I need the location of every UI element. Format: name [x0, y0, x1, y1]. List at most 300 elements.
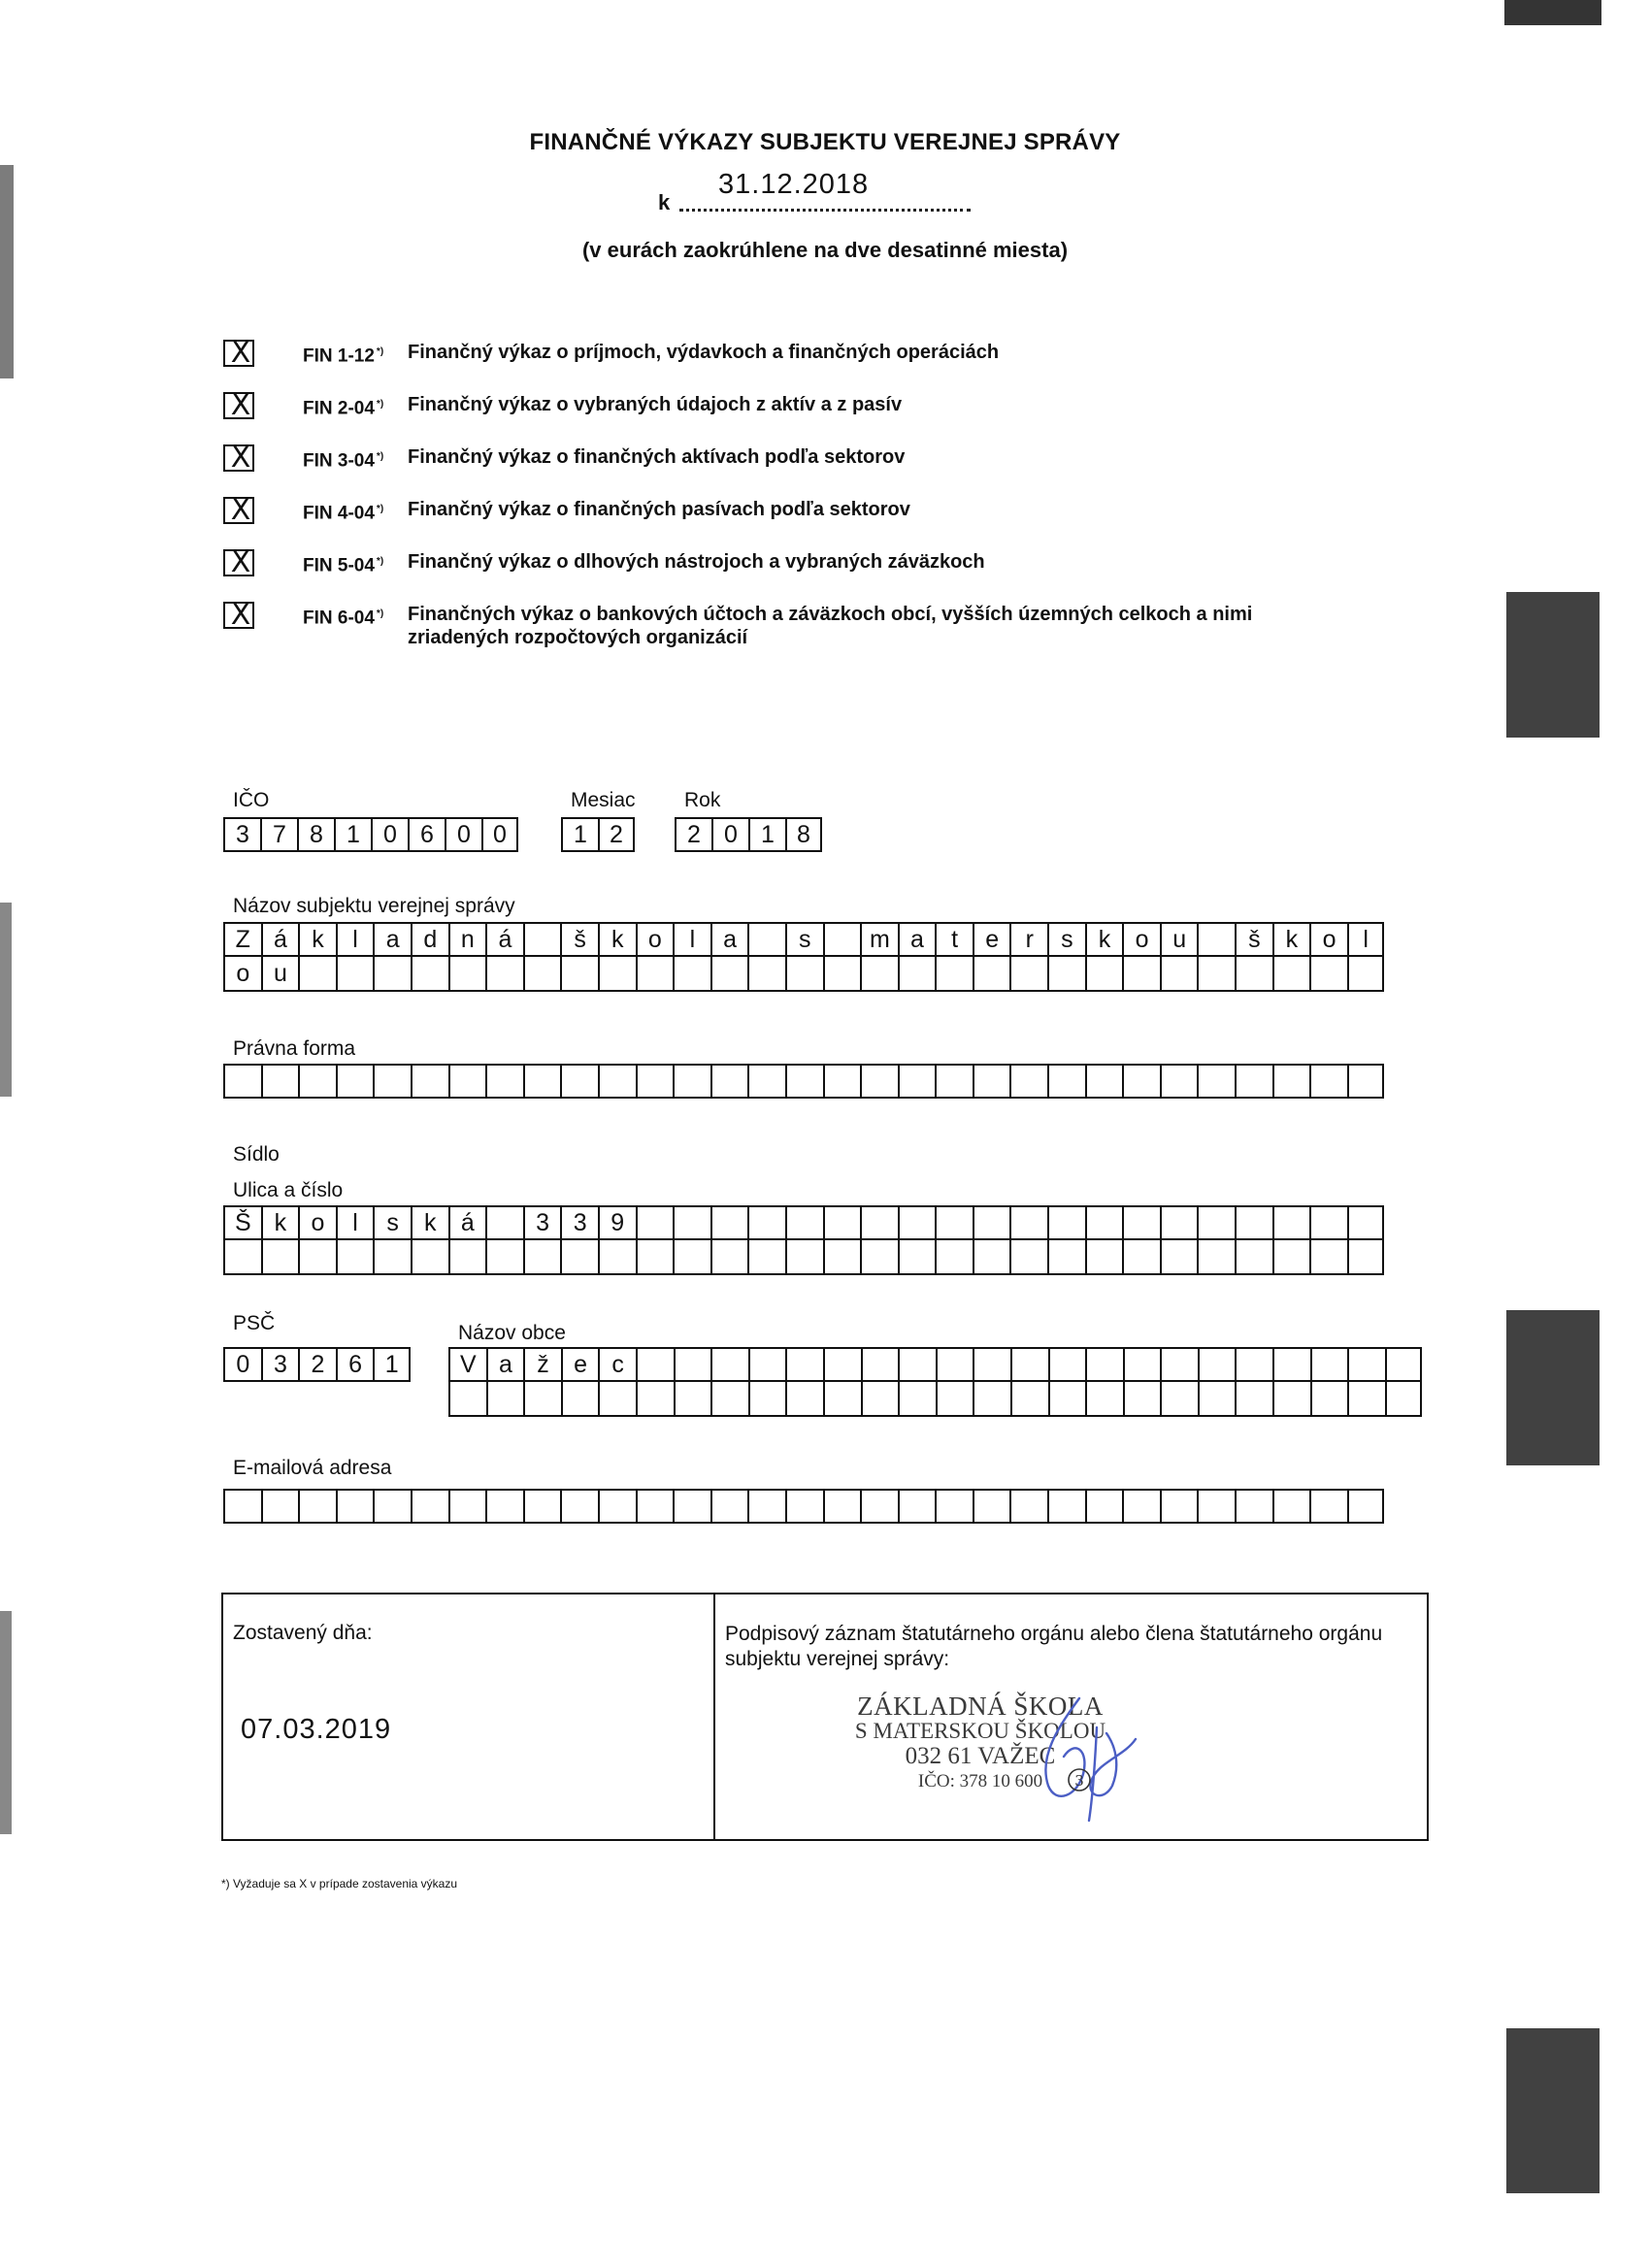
char-cell[interactable] — [1347, 1064, 1385, 1099]
char-cell[interactable]: 2 — [298, 1347, 336, 1382]
char-cell[interactable] — [935, 1064, 973, 1099]
char-cell[interactable] — [1122, 1205, 1160, 1240]
char-cell[interactable] — [935, 1489, 973, 1524]
report-date: 31.12.2018 — [718, 169, 870, 200]
char-cell[interactable]: r — [1009, 922, 1047, 957]
email-field[interactable] — [223, 1489, 1384, 1524]
char-cell[interactable] — [411, 957, 448, 992]
char-cell[interactable]: l — [336, 1205, 374, 1240]
char-cell[interactable] — [747, 957, 785, 992]
char-cell[interactable] — [636, 1205, 674, 1240]
char-cell[interactable] — [935, 1205, 973, 1240]
char-cell[interactable] — [1009, 1064, 1047, 1099]
char-cell[interactable]: 6 — [408, 817, 445, 852]
char-cell[interactable] — [1272, 1347, 1310, 1382]
char-cell[interactable] — [673, 1064, 710, 1099]
char-cell[interactable] — [486, 1382, 524, 1417]
form-title: FINANČNÉ VÝKAZY SUBJEKTU VEREJNEJ SPRÁVY — [529, 129, 1121, 155]
compiled-section — [223, 1594, 715, 1839]
char-cell[interactable] — [898, 1064, 936, 1099]
char-cell[interactable]: á — [448, 1205, 486, 1240]
char-cell[interactable] — [1272, 1205, 1310, 1240]
report-code — [303, 444, 408, 474]
char-cell[interactable] — [1347, 1489, 1385, 1524]
char-cell[interactable] — [823, 922, 861, 957]
char-cell[interactable] — [1272, 1382, 1310, 1417]
char-cell[interactable]: š — [560, 922, 598, 957]
char-cell[interactable] — [485, 1064, 523, 1099]
char-cell[interactable] — [1085, 1205, 1123, 1240]
char-cell[interactable] — [336, 1240, 374, 1275]
char-cell[interactable] — [1048, 1382, 1086, 1417]
char-cell[interactable]: s — [1047, 922, 1085, 957]
char-cell[interactable] — [674, 1382, 711, 1417]
char-cell[interactable]: 3 — [223, 817, 260, 852]
char-cell[interactable] — [861, 1382, 899, 1417]
char-cell[interactable] — [785, 1489, 823, 1524]
char-cell[interactable] — [560, 957, 598, 992]
char-cell[interactable] — [373, 1489, 411, 1524]
char-cell[interactable] — [298, 1489, 336, 1524]
char-cell[interactable] — [823, 1347, 861, 1382]
sidlo-label: Sídlo — [233, 1143, 280, 1166]
char-cell[interactable]: c — [598, 1347, 636, 1382]
char-cell[interactable] — [823, 1064, 861, 1099]
compiled-date[interactable]: 07.03.2019 — [241, 1714, 392, 1745]
char-cell[interactable]: u — [1160, 922, 1198, 957]
char-cell[interactable] — [560, 1489, 598, 1524]
char-cell[interactable]: 8 — [785, 817, 822, 852]
char-cell[interactable] — [1197, 1064, 1235, 1099]
char-cell[interactable] — [523, 1240, 561, 1275]
char-cell[interactable] — [298, 1064, 336, 1099]
char-cell[interactable] — [1010, 1347, 1048, 1382]
char-cell[interactable]: á — [485, 922, 523, 957]
char-cell[interactable] — [936, 1347, 974, 1382]
char-cell[interactable]: o — [298, 1205, 336, 1240]
report-checkbox[interactable] — [223, 336, 254, 370]
char-cell[interactable]: o — [223, 957, 261, 992]
char-cell[interactable] — [1047, 1489, 1085, 1524]
char-cell[interactable] — [785, 1064, 823, 1099]
char-cell[interactable] — [223, 1064, 261, 1099]
char-cell[interactable] — [860, 1240, 898, 1275]
mesiac-field[interactable] — [561, 817, 635, 852]
char-cell[interactable] — [448, 1382, 486, 1417]
char-cell[interactable]: a — [710, 922, 748, 957]
char-cell[interactable] — [448, 1240, 486, 1275]
char-cell[interactable] — [1235, 1489, 1272, 1524]
char-cell[interactable] — [373, 957, 411, 992]
char-cell[interactable]: 2 — [675, 817, 711, 852]
char-cell[interactable] — [598, 1489, 636, 1524]
report-row — [223, 545, 1359, 584]
char-cell[interactable] — [973, 1240, 1010, 1275]
char-cell[interactable] — [1385, 1347, 1423, 1382]
obec-field-row2[interactable] — [448, 1382, 1422, 1417]
char-cell[interactable]: l — [336, 922, 374, 957]
char-cell[interactable]: 6 — [336, 1347, 374, 1382]
char-cell[interactable] — [1122, 1240, 1160, 1275]
char-cell[interactable] — [860, 1205, 898, 1240]
char-cell[interactable]: 0 — [371, 817, 408, 852]
char-cell[interactable] — [1347, 957, 1385, 992]
char-cell[interactable]: m — [860, 922, 898, 957]
char-cell[interactable] — [1048, 1347, 1086, 1382]
char-cell[interactable] — [936, 1382, 974, 1417]
char-cell[interactable] — [748, 1382, 786, 1417]
char-cell[interactable] — [1047, 957, 1085, 992]
report-code-text: FIN 5-04 — [303, 555, 375, 576]
check-x-mark: X — [230, 493, 251, 527]
char-cell[interactable] — [1347, 1382, 1385, 1417]
char-cell[interactable] — [973, 1489, 1010, 1524]
char-cell[interactable] — [523, 1489, 561, 1524]
char-cell[interactable] — [1235, 1382, 1272, 1417]
mesiac-label: Mesiac — [571, 789, 636, 811]
char-cell[interactable]: d — [411, 922, 448, 957]
char-cell[interactable]: k — [411, 1205, 448, 1240]
char-cell[interactable] — [485, 957, 523, 992]
char-cell[interactable] — [1309, 957, 1347, 992]
char-cell[interactable] — [1309, 1489, 1347, 1524]
char-cell[interactable] — [336, 957, 374, 992]
char-cell[interactable] — [973, 1382, 1010, 1417]
char-cell[interactable]: 1 — [373, 1347, 411, 1382]
char-cell[interactable] — [710, 1382, 748, 1417]
handwritten-signature — [1019, 1689, 1145, 1824]
char-cell[interactable] — [1047, 1064, 1085, 1099]
char-cell[interactable] — [935, 1240, 973, 1275]
char-cell[interactable]: a — [486, 1347, 524, 1382]
report-description: Finančný výkaz o vybraných údajoch z aktív a z pasív — [408, 394, 903, 415]
char-cell[interactable] — [1122, 1064, 1160, 1099]
char-cell[interactable] — [1197, 1205, 1235, 1240]
char-cell[interactable] — [1347, 1347, 1385, 1382]
char-cell[interactable]: o — [636, 922, 674, 957]
char-cell[interactable] — [673, 1489, 710, 1524]
char-cell[interactable] — [1235, 1064, 1272, 1099]
char-cell[interactable] — [673, 957, 710, 992]
char-cell[interactable] — [411, 1489, 448, 1524]
char-cell[interactable]: u — [261, 957, 299, 992]
char-cell[interactable]: l — [673, 922, 710, 957]
char-cell[interactable]: 0 — [711, 817, 748, 852]
char-cell[interactable] — [485, 1489, 523, 1524]
char-cell[interactable] — [710, 1347, 748, 1382]
char-cell[interactable]: á — [261, 922, 299, 957]
char-cell[interactable] — [1235, 1347, 1272, 1382]
char-cell[interactable] — [1123, 1347, 1161, 1382]
char-cell[interactable] — [747, 1064, 785, 1099]
char-cell[interactable] — [261, 1240, 299, 1275]
char-cell[interactable] — [861, 1347, 899, 1382]
char-cell[interactable] — [1085, 957, 1123, 992]
char-cell[interactable] — [785, 1240, 823, 1275]
char-cell[interactable] — [1235, 957, 1272, 992]
char-cell[interactable] — [636, 1240, 674, 1275]
char-cell[interactable] — [1385, 1382, 1423, 1417]
char-cell[interactable]: V — [448, 1347, 486, 1382]
char-cell[interactable] — [1272, 1064, 1310, 1099]
char-cell[interactable] — [935, 957, 973, 992]
char-cell[interactable] — [1160, 1382, 1198, 1417]
char-cell[interactable] — [1123, 1382, 1161, 1417]
char-cell[interactable] — [1198, 1382, 1236, 1417]
ico-field[interactable] — [223, 817, 518, 852]
char-cell[interactable] — [1085, 1347, 1123, 1382]
report-code-sup: *) — [376, 346, 384, 357]
char-cell[interactable] — [1347, 1240, 1385, 1275]
char-cell[interactable] — [448, 1489, 486, 1524]
char-cell[interactable] — [1160, 1205, 1198, 1240]
report-checkbox[interactable] — [223, 598, 254, 632]
char-cell[interactable]: l — [1347, 922, 1385, 957]
char-cell[interactable] — [1272, 1240, 1310, 1275]
report-code-text: FIN 6-04 — [303, 608, 375, 629]
report-code — [303, 340, 408, 369]
char-cell[interactable] — [636, 1064, 674, 1099]
char-cell[interactable]: 1 — [561, 817, 598, 852]
char-cell[interactable] — [1009, 1205, 1047, 1240]
char-cell[interactable] — [1310, 1347, 1348, 1382]
char-cell[interactable] — [1047, 1205, 1085, 1240]
char-cell[interactable] — [1160, 1064, 1198, 1099]
report-checkbox[interactable] — [223, 545, 254, 579]
char-cell[interactable] — [860, 1064, 898, 1099]
char-cell[interactable]: a — [898, 922, 936, 957]
char-cell[interactable]: 7 — [260, 817, 297, 852]
char-cell[interactable]: 8 — [297, 817, 334, 852]
char-cell[interactable] — [1085, 1064, 1123, 1099]
char-cell[interactable] — [1197, 1489, 1235, 1524]
char-cell[interactable]: k — [1272, 922, 1310, 957]
char-cell[interactable] — [823, 1382, 861, 1417]
char-cell[interactable] — [823, 1489, 861, 1524]
char-cell[interactable]: s — [373, 1205, 411, 1240]
report-code-sup: *) — [376, 504, 384, 514]
char-cell[interactable]: s — [785, 922, 823, 957]
char-cell[interactable] — [785, 1205, 823, 1240]
char-cell[interactable] — [1160, 957, 1198, 992]
char-cell[interactable] — [973, 1064, 1010, 1099]
char-cell[interactable] — [1122, 957, 1160, 992]
report-checkbox[interactable] — [223, 388, 254, 422]
char-cell[interactable]: Š — [223, 1205, 261, 1240]
scan-edge-right-3 — [1506, 2028, 1600, 2193]
char-cell[interactable] — [523, 957, 561, 992]
char-cell[interactable] — [1309, 1205, 1347, 1240]
char-cell[interactable] — [1085, 1489, 1123, 1524]
char-cell[interactable] — [1272, 1489, 1310, 1524]
char-cell[interactable] — [261, 1489, 299, 1524]
char-cell[interactable] — [898, 1240, 936, 1275]
char-cell[interactable]: 1 — [748, 817, 785, 852]
char-cell[interactable] — [747, 1240, 785, 1275]
char-cell[interactable] — [860, 957, 898, 992]
char-cell[interactable] — [448, 957, 486, 992]
char-cell[interactable] — [1347, 1205, 1385, 1240]
char-cell[interactable] — [636, 1382, 674, 1417]
report-description: Finančný výkaz o dlhových nástrojoch a vybraných záväzkoch — [408, 551, 985, 573]
char-cell[interactable] — [898, 1489, 936, 1524]
char-cell[interactable] — [1047, 1240, 1085, 1275]
ulica-field-row1[interactable] — [223, 1205, 1384, 1240]
char-cell[interactable]: o — [1122, 922, 1160, 957]
char-cell[interactable] — [673, 1240, 710, 1275]
char-cell[interactable] — [298, 957, 336, 992]
char-cell[interactable] — [710, 1064, 748, 1099]
char-cell[interactable] — [823, 1205, 861, 1240]
rok-field[interactable] — [675, 817, 822, 852]
char-cell[interactable]: a — [373, 922, 411, 957]
char-cell[interactable] — [710, 1205, 748, 1240]
char-cell[interactable] — [336, 1064, 374, 1099]
report-checkbox[interactable] — [223, 493, 254, 527]
char-cell[interactable]: 2 — [598, 817, 635, 852]
char-cell[interactable] — [674, 1347, 711, 1382]
char-cell[interactable]: 0 — [445, 817, 481, 852]
char-cell[interactable] — [1197, 957, 1235, 992]
nazov-field-row1[interactable] — [223, 922, 1384, 957]
char-cell[interactable] — [560, 1064, 598, 1099]
char-cell[interactable] — [1160, 1489, 1198, 1524]
signature-label: Podpisový záznam štatutárneho orgánu alebo člena štatutárneho orgánu subjektu verejnej správy: — [725, 1623, 1383, 1670]
char-cell[interactable] — [523, 1064, 561, 1099]
char-cell[interactable] — [710, 957, 748, 992]
char-cell[interactable] — [1009, 1240, 1047, 1275]
char-cell[interactable] — [598, 1382, 636, 1417]
char-cell[interactable] — [1310, 1382, 1348, 1417]
char-cell[interactable] — [1272, 957, 1310, 992]
report-code — [303, 392, 408, 421]
char-cell[interactable] — [523, 922, 561, 957]
char-cell[interactable] — [223, 1489, 261, 1524]
char-cell[interactable] — [223, 1240, 261, 1275]
char-cell[interactable] — [298, 1240, 336, 1275]
char-cell[interactable] — [785, 1382, 823, 1417]
char-cell[interactable]: o — [1309, 922, 1347, 957]
char-cell[interactable] — [1197, 922, 1235, 957]
char-cell[interactable] — [898, 1347, 936, 1382]
char-cell[interactable]: 0 — [223, 1347, 261, 1382]
stamp-line-3: 032 61 VAŽEC — [905, 1743, 1056, 1769]
char-cell[interactable] — [860, 1489, 898, 1524]
char-cell[interactable] — [1160, 1347, 1198, 1382]
char-cell[interactable] — [336, 1489, 374, 1524]
char-cell[interactable] — [1309, 1240, 1347, 1275]
char-cell[interactable] — [373, 1240, 411, 1275]
char-cell[interactable] — [485, 1205, 523, 1240]
char-cell[interactable] — [747, 1489, 785, 1524]
char-cell[interactable]: k — [598, 922, 636, 957]
char-cell[interactable] — [448, 1064, 486, 1099]
char-cell[interactable]: k — [1085, 922, 1123, 957]
char-cell[interactable] — [823, 957, 861, 992]
char-cell[interactable]: e — [973, 922, 1010, 957]
report-checkbox[interactable] — [223, 441, 254, 475]
char-cell[interactable]: Z — [223, 922, 261, 957]
char-cell[interactable]: t — [935, 922, 973, 957]
char-cell[interactable]: 9 — [598, 1205, 636, 1240]
char-cell[interactable] — [1009, 957, 1047, 992]
char-cell[interactable] — [823, 1240, 861, 1275]
char-cell[interactable]: 3 — [523, 1205, 561, 1240]
char-cell[interactable] — [598, 1240, 636, 1275]
char-cell[interactable]: ž — [523, 1347, 561, 1382]
char-cell[interactable]: e — [561, 1347, 599, 1382]
char-cell[interactable]: 3 — [261, 1347, 299, 1382]
char-cell[interactable] — [561, 1382, 599, 1417]
char-cell[interactable] — [747, 1205, 785, 1240]
char-cell[interactable] — [1197, 1240, 1235, 1275]
char-cell[interactable] — [1235, 1205, 1272, 1240]
char-cell[interactable] — [1085, 1382, 1123, 1417]
char-cell[interactable] — [1160, 1240, 1198, 1275]
char-cell[interactable]: 1 — [334, 817, 371, 852]
char-cell[interactable] — [598, 1064, 636, 1099]
char-cell[interactable] — [710, 1240, 748, 1275]
char-cell[interactable]: k — [298, 922, 336, 957]
char-cell[interactable] — [785, 1347, 823, 1382]
char-cell[interactable] — [560, 1240, 598, 1275]
char-cell[interactable] — [973, 1347, 1010, 1382]
char-cell[interactable] — [1198, 1347, 1236, 1382]
char-cell[interactable] — [485, 1240, 523, 1275]
nazov-field-row2[interactable] — [223, 957, 1384, 992]
char-cell[interactable] — [973, 957, 1010, 992]
check-x-mark: X — [230, 441, 251, 475]
pravna-forma-field[interactable] — [223, 1064, 1384, 1099]
char-cell[interactable] — [1010, 1382, 1048, 1417]
char-cell[interactable] — [636, 1347, 674, 1382]
char-cell[interactable] — [1085, 1240, 1123, 1275]
obec-field-row1[interactable] — [448, 1347, 1422, 1382]
char-cell[interactable]: š — [1235, 922, 1272, 957]
char-cell[interactable] — [973, 1205, 1010, 1240]
char-cell[interactable]: k — [261, 1205, 299, 1240]
char-cell[interactable] — [1122, 1489, 1160, 1524]
char-cell[interactable] — [1309, 1064, 1347, 1099]
char-cell[interactable] — [636, 957, 674, 992]
char-cell[interactable] — [898, 1205, 936, 1240]
char-cell[interactable]: 0 — [481, 817, 518, 852]
char-cell[interactable] — [747, 922, 785, 957]
form-subtitle: (v eurách zaokrúhlene na dve desatinné miesta) — [581, 238, 1069, 262]
char-cell[interactable]: n — [448, 922, 486, 957]
char-cell[interactable] — [598, 957, 636, 992]
char-cell[interactable] — [261, 1064, 299, 1099]
char-cell[interactable] — [523, 1382, 561, 1417]
check-x-mark: X — [230, 388, 251, 422]
char-cell[interactable] — [710, 1489, 748, 1524]
char-cell[interactable] — [785, 957, 823, 992]
report-code-text: FIN 2-04 — [303, 398, 375, 419]
char-cell[interactable] — [1009, 1489, 1047, 1524]
char-cell[interactable] — [411, 1064, 448, 1099]
char-cell[interactable] — [1235, 1240, 1272, 1275]
char-cell[interactable] — [748, 1347, 786, 1382]
psc-field[interactable] — [223, 1347, 411, 1382]
char-cell[interactable] — [373, 1064, 411, 1099]
char-cell[interactable] — [898, 957, 936, 992]
char-cell[interactable] — [898, 1382, 936, 1417]
char-cell[interactable]: 3 — [560, 1205, 598, 1240]
char-cell[interactable] — [673, 1205, 710, 1240]
char-cell[interactable] — [636, 1489, 674, 1524]
ulica-field-row2[interactable] — [223, 1240, 1384, 1275]
char-cell[interactable] — [411, 1240, 448, 1275]
